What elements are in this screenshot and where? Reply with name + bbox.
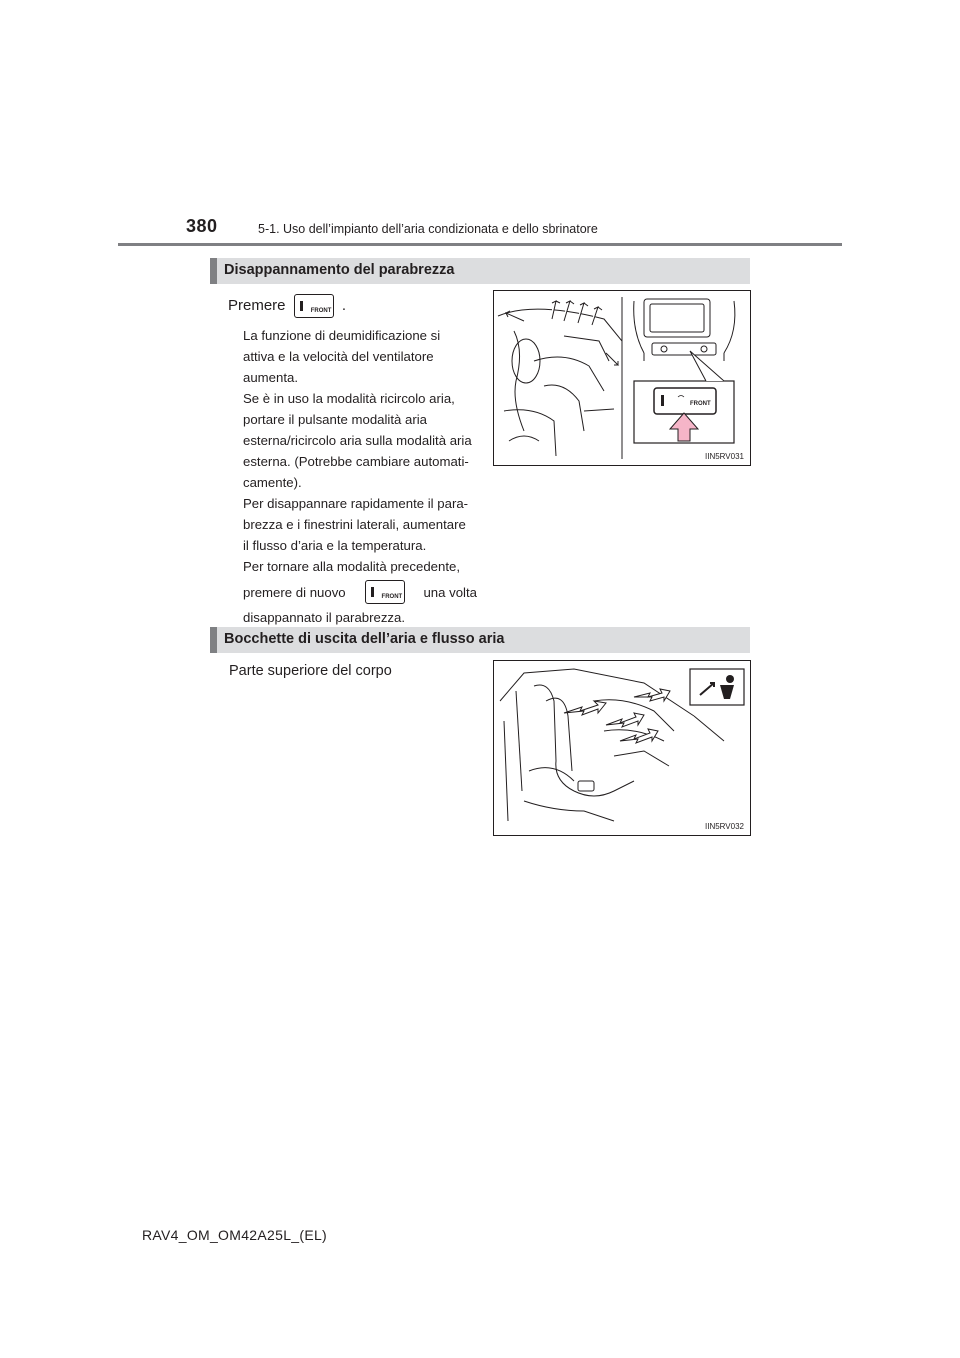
text-line: esterna/ricircolo aria sulla modalità aria: [243, 433, 472, 448]
section-accent: [210, 627, 217, 653]
figure-air-outlets: [493, 660, 751, 836]
text-line: il flusso d’aria e la temperatura.: [243, 538, 427, 553]
text-line: Se è in uso la modalità ricircolo aria,: [243, 391, 455, 406]
text-line: esterna. (Potrebbe cambiare automati-: [243, 454, 469, 469]
figure-code: IIN5RV031: [705, 452, 744, 461]
section-heading-air-outlets: [210, 627, 750, 653]
section-heading-text: Bocchette di uscita dell’aria e flusso aria: [224, 631, 505, 647]
svg-text:FRONT: FRONT: [690, 401, 711, 407]
text-line: La funzione di deumidificazione si: [243, 328, 441, 343]
text-line: camente).: [243, 475, 302, 490]
text-line: aumenta.: [243, 370, 298, 385]
section-heading-text: Disappannamento del parabrezza: [224, 262, 455, 278]
cabin-airflow-illustration: [494, 661, 750, 835]
page-number: 380: [186, 216, 218, 236]
text-line: attiva e la velocità del ventilatore: [243, 349, 434, 364]
text-line: Per tornare alla modalità precedente,: [243, 559, 460, 574]
figure-windshield-defog: [493, 290, 751, 466]
button-label: FRONT: [381, 594, 403, 600]
instruction-press: [228, 294, 346, 318]
document-code: RAV4_OM_OM42A25L_(EL): [142, 1227, 328, 1243]
instruction-text: Premere: [228, 296, 286, 314]
front-defroster-button-icon: [294, 294, 334, 318]
figure-code: IIN5RV032: [705, 822, 744, 831]
text-line: Per disappannare rapidamente il para-: [243, 496, 469, 511]
text-line-with-button: [243, 577, 477, 607]
text-line: portare il pulsante modalità aria: [243, 412, 427, 427]
header-rule: [118, 243, 842, 246]
instruction-period: .: [341, 296, 347, 314]
subtitle-upper-body: Parte superiore del corpo: [229, 663, 392, 679]
text-fragment: premere di nuovo: [243, 584, 346, 600]
dashboard-illustration: [494, 291, 750, 465]
section-accent: [210, 258, 217, 284]
paragraph-dehumidify: [243, 325, 477, 628]
text-fragment: una volta: [423, 584, 477, 600]
text-line: brezza e i finestrini laterali, aumentare: [243, 517, 466, 532]
section-heading-defog: [210, 258, 750, 284]
chapter-title: 5-1. Uso dell’impianto dell’aria condizionata e dello sbrinatore: [258, 222, 598, 236]
button-label: FRONT: [310, 308, 332, 314]
text-line: disappannato il parabrezza.: [243, 610, 406, 625]
front-defroster-button-icon: [365, 580, 405, 604]
